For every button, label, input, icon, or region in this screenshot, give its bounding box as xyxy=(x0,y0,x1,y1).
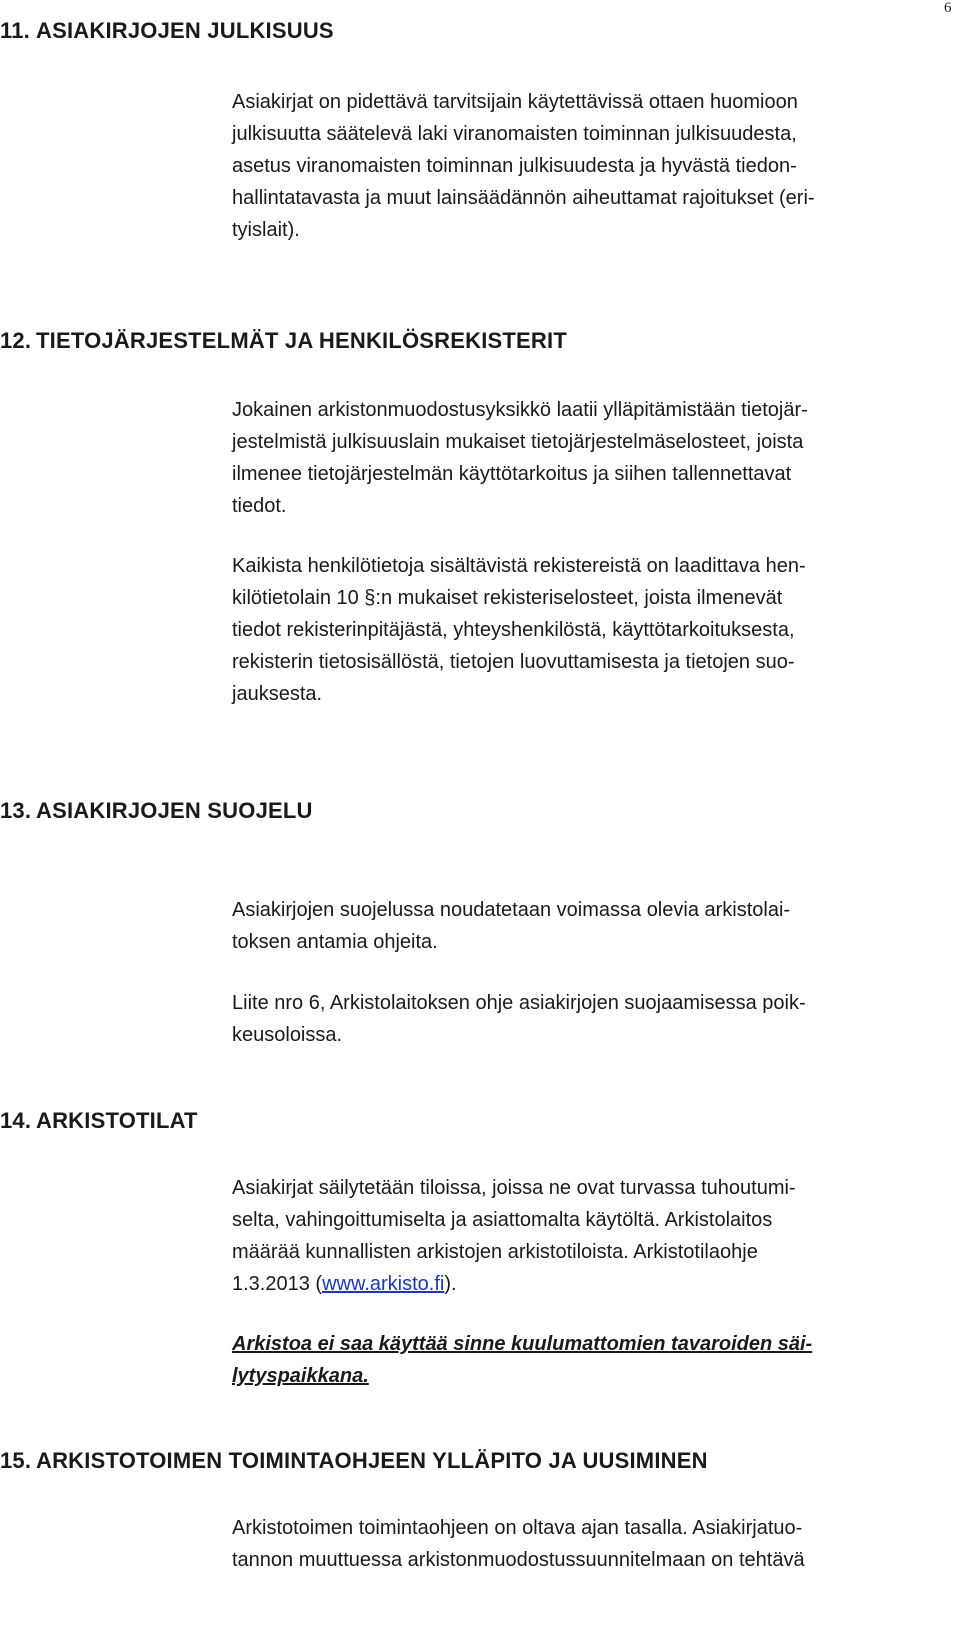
arkisto-link[interactable]: www.arkisto.fi xyxy=(322,1273,445,1295)
section-13-number: 13. xyxy=(0,798,32,823)
section-12-title: TIETOJÄRJESTELMÄT JA HENKILÖSREKISTERIT xyxy=(36,328,567,353)
text-line: julkisuutta säätelevä laki viranomaisten toiminnan julkisuudesta, xyxy=(232,123,797,145)
section-15-paragraph xyxy=(232,1512,944,1576)
section-12-heading xyxy=(0,328,567,354)
text-line: Liite nro 6, Arkistolaitoksen ohje asiakirjojen suojaamisessa poik- xyxy=(232,992,806,1014)
notice-line: Arkistoa ei saa käyttää sinne kuulumattomien tavaroiden säi- xyxy=(232,1333,813,1355)
text-line: määrää kunnallisten arkistojen arkistotiloista. Arkistotilaohje xyxy=(232,1241,758,1263)
text-line: Asiakirjat säilytetään tiloissa, joissa ne ovat turvassa tuhoutumi- xyxy=(232,1177,796,1199)
section-12-paragraph-2 xyxy=(232,550,944,710)
section-13-title: ASIAKIRJOJEN SUOJELU xyxy=(36,798,313,823)
text-line: Kaikista henkilötietoja sisältävistä rekistereistä on laadittava hen- xyxy=(232,555,806,577)
section-14-paragraph xyxy=(232,1172,944,1300)
section-13-heading xyxy=(0,798,313,824)
closing-text: ). xyxy=(444,1273,457,1295)
section-12-paragraph-1 xyxy=(232,394,944,522)
text-line: toksen antamia ohjeita. xyxy=(232,931,438,953)
text-line: rekisterin tietosisällöstä, tietojen luovuttamisesta ja tietojen suo- xyxy=(232,651,795,673)
text-line: tannon muuttuessa arkistonmuodostussuunnitelmaan on tehtävä xyxy=(232,1549,805,1571)
text-line: keusoloissa. xyxy=(232,1024,343,1046)
section-14-heading xyxy=(0,1108,198,1134)
date-text: 1.3.2013 ( xyxy=(232,1273,323,1295)
text-line: tiedot rekisterinpitäjästä, yhteyshenkilöstä, käyttötarkoituksesta, xyxy=(232,619,795,641)
section-11-heading xyxy=(0,18,334,44)
text-line: asetus viranomaisten toiminnan julkisuudesta ja hyvästä tiedon- xyxy=(232,155,797,177)
section-11-title: ASIAKIRJOJEN JULKISUUS xyxy=(36,18,334,43)
text-line: ilmenee tietojärjestelmän käyttötarkoitus ja siihen tallennettavat xyxy=(232,463,792,485)
text-line: Jokainen arkistonmuodostusyksikkö laatii ylläpitämistään tietojär- xyxy=(232,399,808,421)
text-line: Arkistotoimen toimintaohjeen on oltava ajan tasalla. Asiakirjatuo- xyxy=(232,1517,803,1539)
text-line: tyislait). xyxy=(232,219,300,241)
section-15-number: 15. xyxy=(0,1448,32,1473)
text-line: Asiakirjojen suojelussa noudatetaan voimassa olevia arkistolai- xyxy=(232,899,791,921)
text-line xyxy=(232,1268,944,1300)
section-14-notice xyxy=(232,1328,944,1392)
section-11-paragraph xyxy=(232,86,944,246)
text-line: kilötietolain 10 §:n mukaiset rekisteriselosteet, joista ilmenevät xyxy=(232,587,783,609)
section-14-number: 14. xyxy=(0,1108,32,1133)
text-line: Asiakirjat on pidettävä tarvitsijain käytettävissä ottaen huomioon xyxy=(232,91,798,113)
section-13-paragraph-1 xyxy=(232,894,944,958)
section-14-title: ARKISTOTILAT xyxy=(36,1108,198,1133)
page-number: 6 xyxy=(944,0,952,16)
section-11-number: 11. xyxy=(0,18,30,43)
section-15-title: ARKISTOTOIMEN TOIMINTAOHJEEN YLLÄPITO JA UUSIMINEN xyxy=(36,1448,708,1473)
text-line: selta, vahingoittumiselta ja asiattomalta käytöltä. Arkistolaitos xyxy=(232,1209,773,1231)
section-15-heading xyxy=(0,1448,708,1474)
notice-line: lytyspaikkana. xyxy=(232,1365,369,1387)
text-line: jestelmistä julkisuuslain mukaiset tietojärjestelmäselosteet, joista xyxy=(232,431,804,453)
text-line: tiedot. xyxy=(232,495,287,517)
text-line: jauksesta. xyxy=(232,683,323,705)
text-line: hallintatavasta ja muut lainsäädännön aiheuttamat rajoitukset (eri- xyxy=(232,187,815,209)
section-12-number: 12. xyxy=(0,328,32,353)
section-13-paragraph-2 xyxy=(232,987,944,1051)
